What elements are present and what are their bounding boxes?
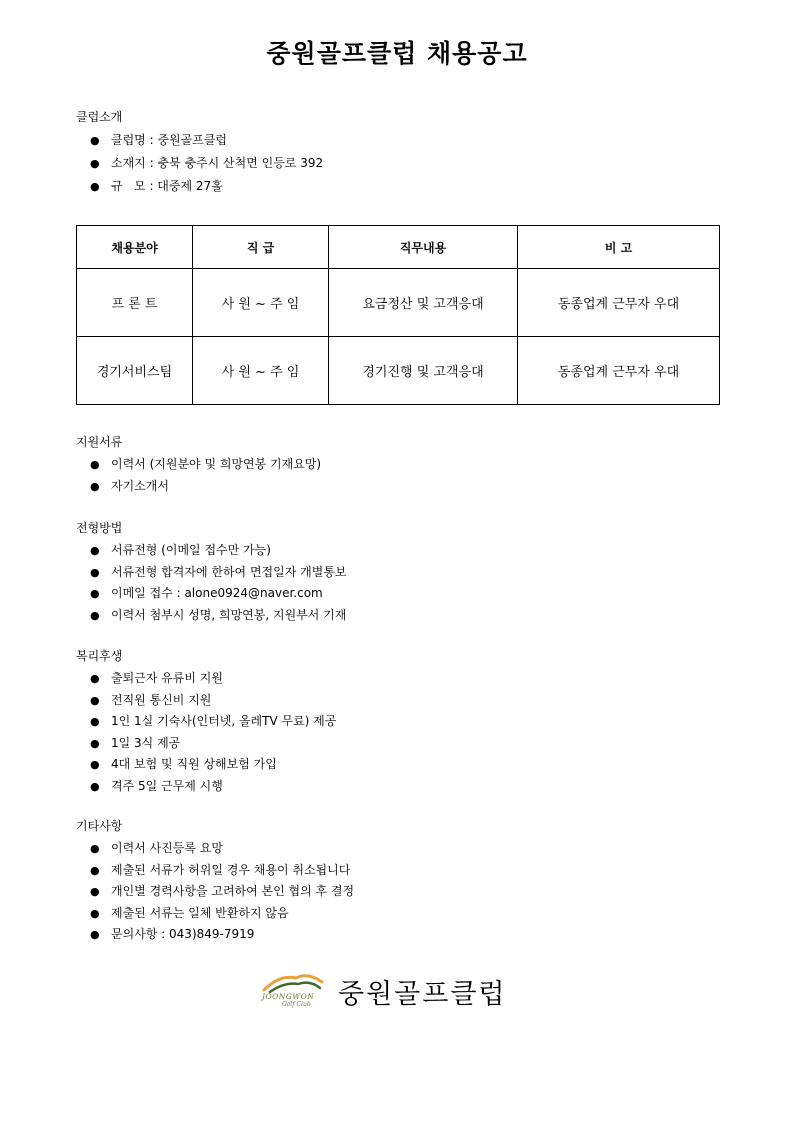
benefits-list (76, 668, 336, 797)
table-row (77, 269, 720, 337)
list-item: ● 1인 1실 기숙사(인터넷, 올레TV 무료) 제공 (76, 711, 336, 733)
table-cell: 사 원 ~ 주 임 (193, 269, 329, 337)
bullet-icon: ● (90, 758, 100, 771)
bullet-icon: ● (90, 906, 100, 920)
bullet-icon: ● (90, 180, 100, 193)
list-item: ● 클럽명 : 중원골프클럽 (76, 129, 323, 152)
section-heading: 복리후생 (76, 649, 123, 663)
bullet-icon: ● (90, 863, 100, 877)
bullet-icon: ● (90, 885, 100, 898)
intro-section (76, 109, 323, 198)
list-item: ● 제출된 서류가 허위일 경우 채용이 취소됩니다 (76, 860, 354, 882)
logo-english-name: JOONGWON (262, 992, 315, 1001)
bullet-icon: ● (90, 672, 100, 685)
table-row (77, 337, 720, 405)
table-cell: 사 원 ~ 주 임 (193, 337, 329, 405)
list-item: ● 문의사항 : 043)849-7919 (76, 924, 354, 946)
bullet-icon: ● (90, 544, 100, 557)
bullet-icon: ● (90, 157, 100, 170)
list-item: ● 개인별 경력사항을 고려하여 본인 협의 후 결정 (76, 881, 354, 903)
documents-section (76, 434, 321, 497)
bullet-icon: ● (90, 928, 100, 941)
list-item: ● 전직원 통신비 지원 (76, 690, 336, 712)
table-header: 비 고 (518, 226, 720, 269)
bullet-icon: ● (90, 715, 100, 728)
list-item: ● 규 모 : 대중제 27홀 (76, 175, 323, 198)
bullet-icon: ● (90, 736, 100, 750)
logo-english-sub: Golf Club (282, 1001, 311, 1008)
list-item: ● 서류전형 (이메일 접수만 가능) (76, 540, 347, 562)
list-item: ● 4대 보험 및 직원 상해보험 가입 (76, 754, 336, 776)
process-list (76, 540, 347, 626)
table-cell: 경기서비스팀 (77, 337, 193, 405)
table-cell: 동종업계 근무자 우대 (518, 269, 720, 337)
table-header-row (77, 226, 720, 269)
bullet-icon: ● (90, 134, 100, 147)
list-item: ● 출퇴근자 유류비 지원 (76, 668, 336, 690)
list-item: ● 이력서 사진등록 요망 (76, 838, 354, 860)
list-item: ● 제출된 서류는 일체 반환하지 않음 (76, 903, 354, 925)
logo-name: 중원골프클럽 (338, 979, 507, 1010)
list-item: ● 1일 3식 제공 (76, 733, 336, 755)
table-header: 직 급 (193, 226, 329, 269)
process-section (76, 520, 347, 626)
benefits-section (76, 648, 336, 797)
list-item: ● 이메일 접수 : alone0924@naver.com (76, 583, 347, 605)
list-item: ● 서류전형 합격자에 한하여 면접일자 개별통보 (76, 562, 347, 584)
club-logo (262, 970, 522, 1018)
table-header: 채용분야 (77, 226, 193, 269)
section-heading: 전형방법 (76, 521, 123, 535)
bullet-icon: ● (90, 479, 100, 493)
bullet-icon: ● (90, 458, 100, 471)
documents-list (76, 454, 321, 497)
bullet-icon: ● (90, 587, 100, 600)
table-cell: 동종업계 근무자 우대 (518, 337, 720, 405)
bullet-icon: ● (90, 565, 100, 579)
section-heading: 클럽소개 (76, 110, 123, 124)
list-item: ● 자기소개서 (76, 476, 321, 498)
table-cell: 프 론 트 (77, 269, 193, 337)
bullet-icon: ● (90, 693, 100, 707)
bullet-icon: ● (90, 842, 100, 855)
section-heading: 기타사항 (76, 819, 123, 833)
list-item: ● 이력서 첨부시 성명, 희망연봉, 지원부서 기재 (76, 605, 347, 627)
etc-list (76, 838, 354, 946)
table-cell: 경기진행 및 고객응대 (329, 337, 518, 405)
list-item: ● 이력서 (지원분야 및 희망연봉 기재요망) (76, 454, 321, 476)
list-item: ● 격주 5일 근무제 시행 (76, 776, 336, 798)
section-heading: 지원서류 (76, 435, 123, 449)
intro-list (76, 129, 323, 198)
table-cell: 요금정산 및 고객응대 (329, 269, 518, 337)
table-header: 직무내용 (329, 226, 518, 269)
recruitment-table (76, 225, 720, 405)
page-title: 중원골프클럽 채용공고 (266, 39, 528, 68)
list-item: ● 소재지 : 충북 충주시 산척면 인등로 392 (76, 152, 323, 175)
bullet-icon: ● (90, 779, 100, 793)
etc-section (76, 818, 354, 946)
bullet-icon: ● (90, 608, 100, 622)
